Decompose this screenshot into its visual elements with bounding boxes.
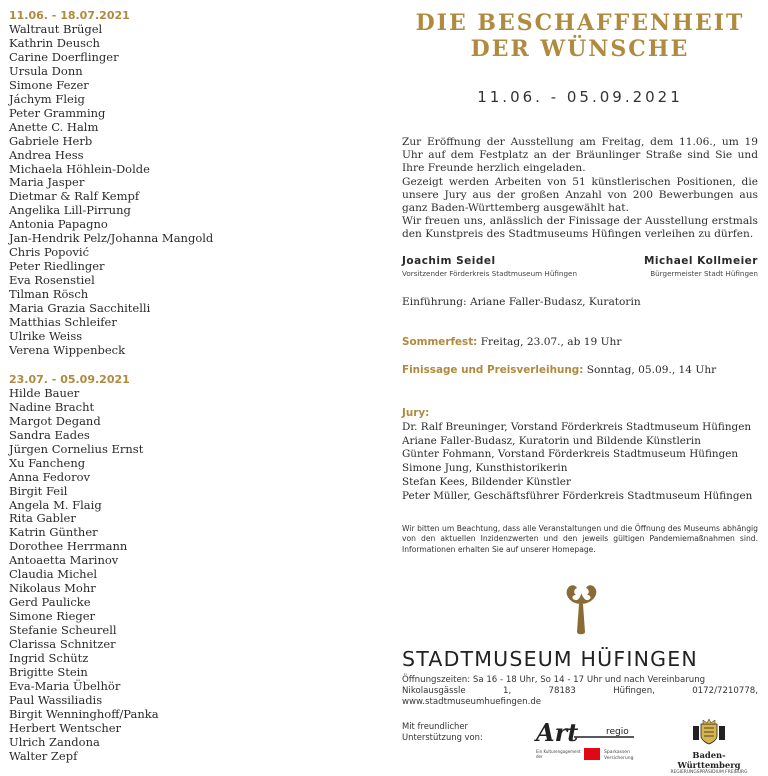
summer-festival-label: Sommerfest: xyxy=(402,336,478,348)
sparkasse-icon xyxy=(584,748,600,760)
artist-name: Sandra Eades xyxy=(9,427,90,442)
invitation-paragraph-2: Gezeigt werden Arbeiten von 51 künstlerischen Positionen, die unsere Jury aus der großen Anzahl von 200 Bewerbungen aus ganz Baden-Württemberg ausgewählt hat. xyxy=(402,175,758,215)
artist-name: Maria Jasper xyxy=(9,175,85,190)
artist-name: Paul Wassiliadis xyxy=(9,692,103,707)
artist-name: Clarissa Schnitzer xyxy=(9,637,116,652)
artist-name: Anna Fedorov xyxy=(9,469,90,484)
artist-name: Tilman Rösch xyxy=(9,287,89,302)
jury-member: Peter Müller, Geschäftsführer Förderkreis Stadtmuseum Hüfingen xyxy=(402,489,753,502)
bw-logo-text: Baden-Württemberg xyxy=(677,750,741,770)
signature-name: Joachim Seidel xyxy=(402,255,496,267)
artist-name: Angelika Lill-Pirrung xyxy=(9,203,131,218)
jury-member: Dr. Ralf Breuninger, Vorstand Förderkreis Stadtmuseum Hüfingen xyxy=(402,420,752,433)
artist-name: Peter Riedlinger xyxy=(9,259,105,274)
support-line-2: Unterstützung von: xyxy=(402,732,483,742)
artist-name: Gabriele Herb xyxy=(9,133,93,148)
artist-name: Ingrid Schütz xyxy=(9,650,89,665)
artist-name: Andrea Hess xyxy=(9,147,84,162)
signature-role: Vorsitzender Förderkreis Stadtmuseum Hüfingen xyxy=(402,269,578,278)
artist-name: Eva-Maria Übelhör xyxy=(9,678,121,693)
artist-name: Carine Doerflinger xyxy=(9,49,119,64)
opening-hours-line: Öffnungszeiten: Sa 16 - 18 Uhr, So 14 - 17 Uhr und nach Vereinbarung xyxy=(402,675,706,685)
art-logo-small-2: der xyxy=(536,754,543,759)
signature-name: Michael Kollmeier xyxy=(643,255,758,267)
artist-name: Xu Fancheng xyxy=(9,455,86,470)
artist-name: Birgit Wenninghoff/Panka xyxy=(9,706,159,721)
title-line-2: DER WÜNSCHE xyxy=(470,36,690,62)
art-logo-small-1: Ein Kulturengagement xyxy=(536,749,581,754)
artist-name: Anette C. Halm xyxy=(9,119,99,134)
artist-name: Nadine Bracht xyxy=(9,399,95,414)
artist-name: Peter Gramming xyxy=(9,105,106,120)
summer-festival-text: Freitag, 23.07., ab 19 Uhr xyxy=(477,336,622,348)
artist-list-2 xyxy=(9,387,379,764)
finissage-label: Finissage und Preisverleihung: xyxy=(402,364,584,376)
artist-name: Jürgen Cornelius Ernst xyxy=(9,441,144,456)
artist-name: Antoaetta Marinov xyxy=(9,553,119,568)
sparkasse-text-1: Sparkassen xyxy=(604,750,630,755)
artist-name: Ulrich Zandona xyxy=(9,734,100,749)
artist-name: Ursula Donn xyxy=(9,63,83,78)
artist-name: Matthias Schleifer xyxy=(9,315,117,330)
exhibition-dates: 11.06. - 05.09.2021 xyxy=(477,88,683,106)
artist-name: Herbert Wentscher xyxy=(9,720,122,735)
artist-list-1 xyxy=(9,23,379,358)
exhibition-title xyxy=(402,10,758,62)
artist-name: Dietmar & Ralf Kempf xyxy=(9,189,140,204)
artist-name: Nikolaus Mohr xyxy=(9,581,96,596)
bw-logo-subtext: REGIERUNGSPRÄSIDIUM FREIBURG xyxy=(670,770,748,775)
sparkasse-text-2: Versicherung xyxy=(604,756,634,761)
artist-name: Katrin Günther xyxy=(9,525,98,540)
artist-name: Antonia Papagno xyxy=(9,217,108,232)
artist-name: Brigitte Stein xyxy=(9,664,88,679)
artist-name: Simone Fezer xyxy=(9,77,89,92)
artist-name: Jan-Hendrik Pelz/Johanna Mangold xyxy=(9,231,214,246)
artist-name: Walter Zepf xyxy=(9,748,78,763)
artist-name: Claudia Michel xyxy=(9,567,98,582)
art-regio-logo xyxy=(534,719,644,769)
state-crest-icon xyxy=(689,718,729,746)
artist-name: Michaela Höhlein-Dolde xyxy=(9,161,150,176)
support-text xyxy=(402,721,483,743)
artist-name: Simone Rieger xyxy=(9,609,96,624)
signature-role: Bürgermeister Stadt Hüfingen xyxy=(650,269,758,278)
artist-name: Stefanie Scheurell xyxy=(9,623,117,638)
signature-seidel xyxy=(402,255,577,278)
summer-festival xyxy=(402,336,621,348)
artists-column xyxy=(9,9,379,764)
title-line-1: DIE BESCHAFFENHEIT xyxy=(415,10,745,36)
jury-heading: Jury: xyxy=(402,407,430,419)
jury-list xyxy=(402,421,752,504)
artist-name: Birgit Feil xyxy=(9,483,68,498)
invitation-paragraph-1: Zur Eröffnung der Ausstellung am Freitag, dem 11.06., um 19 Uhr auf dem Festplatz an der Bräunlinger Straße sind Sie und Ihre Freunde herzlich eingeladen. xyxy=(402,136,758,175)
artist-name: Angela M. Flaig xyxy=(9,497,102,512)
artist-name: Jáchym Fleig xyxy=(9,91,85,106)
jury-member: Günter Fohmann, Vorstand Förderkreis Stadtmuseum Hüfingen xyxy=(402,448,739,461)
jury-section xyxy=(402,407,752,504)
pandemic-note: Wir bitten um Beachtung, dass alle Veranstaltungen und die Öffnung des Museums abhängig von den aktuellen Inzidenzwerten und den jeweils gültigen Pandemiemaßnahmen sind. Informationen erhalten Sie auf unserer Homepage. xyxy=(402,524,758,554)
jury-member: Ariane Faller-Budasz, Kuratorin und Bildende Künstlerin xyxy=(402,434,701,447)
finissage xyxy=(402,364,716,376)
opening-hours xyxy=(402,675,758,708)
artist-name: Eva Rosenstiel xyxy=(9,273,95,288)
baden-wuerttemberg-logo xyxy=(664,718,754,775)
artist-name: Maria Grazia Sacchitelli xyxy=(9,301,151,316)
artist-name: Chris Popović xyxy=(9,245,90,260)
jury-member: Stefan Kees, Bildender Künstler xyxy=(402,475,571,488)
support-line-1: Mit freundlicher xyxy=(402,721,468,731)
period-1-heading: 11.06. - 18.07.2021 xyxy=(9,9,130,22)
artist-name: Gerd Paulicke xyxy=(9,595,91,610)
invitation-paragraph-3: Wir freuen uns, anlässlich der Finissage der Ausstellung erstmals den Kunstpreis des Stadtmuseums Hüfingen verleihen zu dürfen. xyxy=(402,215,758,241)
artist-name: Kathrin Deusch xyxy=(9,35,100,50)
introduction-line: Einführung: Ariane Faller-Budasz, Kuratorin xyxy=(402,296,641,308)
jury-member: Simone Jung, Kunsthistorikerin xyxy=(402,462,568,475)
artist-name: Margot Degand xyxy=(9,413,101,428)
museum-logo-icon xyxy=(561,582,601,638)
artist-name: Hilde Bauer xyxy=(9,385,80,400)
art-logo-regio: regio xyxy=(606,727,629,737)
museum-name: STADTMUSEUM HÜFINGEN xyxy=(402,647,698,671)
artist-name: Verena Wippenbeck xyxy=(9,342,126,357)
artist-name: Waltraut Brügel xyxy=(9,22,103,36)
signature-kollmeier xyxy=(644,255,758,278)
invitation-text xyxy=(402,136,758,242)
address-line: Nikolausgässle 1, 78183 Hüfingen, 0172/7210778, www.stadtmuseumhuefingen.de xyxy=(402,686,758,707)
artist-name: Rita Gabler xyxy=(9,511,76,526)
finissage-text: Sonntag, 05.09., 14 Uhr xyxy=(583,364,717,376)
period-2-heading: 23.07. - 05.09.2021 xyxy=(9,372,130,386)
artist-name: Dorothee Herrmann xyxy=(9,539,128,554)
artist-name: Ulrike Weiss xyxy=(9,328,83,343)
art-logo-word: Art xyxy=(536,719,579,747)
signatures xyxy=(402,255,758,278)
